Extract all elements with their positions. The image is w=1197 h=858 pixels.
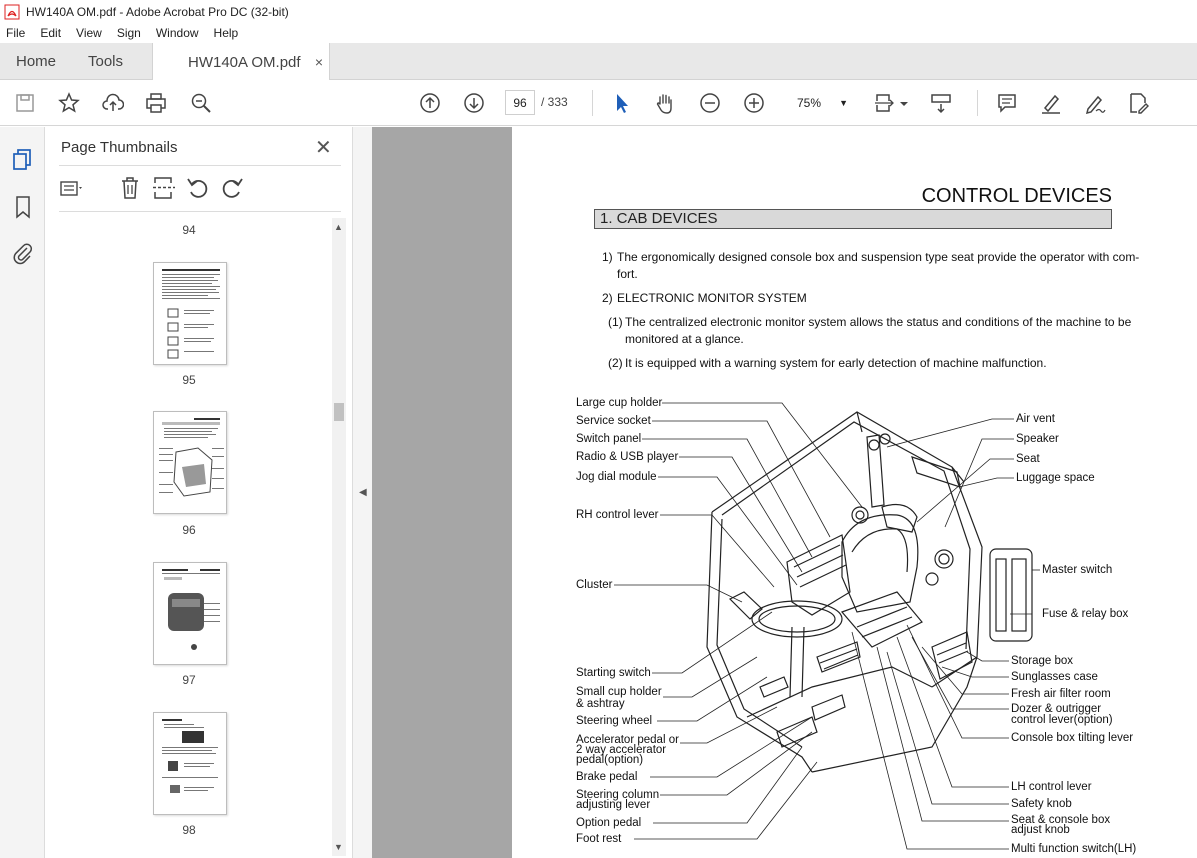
paragraph-text: The centralized electronic monitor system allows the status and conditions of the machine to be xyxy=(625,315,1132,329)
paragraph-text: monitored at a glance. xyxy=(625,332,744,346)
pdf-page xyxy=(512,127,1197,858)
callout-speaker: Speaker xyxy=(1016,433,1059,445)
fit-page-icon[interactable] xyxy=(872,90,898,116)
zoom-level-value: 75% xyxy=(797,95,822,110)
tab-document-label: HW140A OM.pdf xyxy=(188,53,301,71)
callout-small-cup-holder: Small cup holder xyxy=(576,686,662,698)
toolbar xyxy=(0,80,1197,126)
thumbnail-page-95[interactable] xyxy=(153,262,227,365)
divider xyxy=(59,211,341,212)
chevron-down-icon: ▼ xyxy=(839,97,848,108)
callout-sunglasses-case: Sunglasses case xyxy=(1011,671,1098,683)
acrobat-app-icon xyxy=(4,4,20,20)
callout-dozer-outrigger-line2: control lever(option) xyxy=(1011,714,1113,726)
callout-service-socket: Service socket xyxy=(576,415,651,427)
left-navigation-rail xyxy=(0,127,45,858)
paragraph-text: fort. xyxy=(617,267,638,281)
callout-jog-dial-module: Jog dial module xyxy=(576,471,657,483)
panel-splitter[interactable] xyxy=(352,127,372,858)
rotate-counterclockwise-icon[interactable] xyxy=(185,175,211,201)
page-total: / 333 xyxy=(541,95,568,109)
save-icon[interactable] xyxy=(12,90,38,116)
cab-devices-diagram xyxy=(512,387,1197,858)
thumbnail-selection-highlight xyxy=(59,219,145,335)
item-number: (2) xyxy=(608,356,623,370)
subheading-text: ELECTRONIC MONITOR SYSTEM xyxy=(617,291,807,305)
callout-steering-wheel: Steering wheel xyxy=(576,715,653,727)
callout-lh-control-lever: LH control lever xyxy=(1011,781,1092,793)
thumbnail-label: 94 xyxy=(182,223,196,237)
scrollbar-thumb[interactable] xyxy=(334,403,344,421)
tab-home[interactable]: Home xyxy=(16,53,57,70)
options-menu-icon[interactable] xyxy=(59,175,85,201)
collapse-panel-icon[interactable]: ◀ xyxy=(359,487,367,498)
callout-console-box-tilting-lever: Console box tilting lever xyxy=(1011,732,1134,744)
menu-file[interactable]: File xyxy=(6,26,26,40)
select-cursor-icon[interactable] xyxy=(609,90,635,116)
callout-radio-usb-player: Radio & USB player xyxy=(576,451,679,463)
callout-option-pedal: Option pedal xyxy=(576,817,642,829)
window-title: HW140A OM.pdf - Adobe Acrobat Pro DC (32-bit) xyxy=(26,4,289,19)
edit-pdf-icon[interactable] xyxy=(1125,90,1151,116)
attachment-icon[interactable] xyxy=(11,241,35,265)
callout-storage-box: Storage box xyxy=(1011,655,1074,667)
item-number: (1) xyxy=(608,315,623,329)
zoom-search-icon[interactable] xyxy=(188,90,214,116)
sign-pen-icon[interactable] xyxy=(1082,90,1108,116)
tab-close-icon[interactable]: × xyxy=(314,54,323,70)
toolbar-divider xyxy=(977,90,978,116)
callout-seat: Seat xyxy=(1016,453,1040,465)
menu-sign[interactable]: Sign xyxy=(116,26,141,40)
print-icon[interactable] xyxy=(143,90,169,116)
callout-accelerator-pedal: Accelerator pedal or xyxy=(576,734,679,746)
thumbnail-list xyxy=(59,219,331,854)
title-bar xyxy=(0,0,1197,23)
divider xyxy=(59,165,341,166)
thumbnail-label: 97 xyxy=(182,673,196,687)
callout-switch-panel: Switch panel xyxy=(576,433,642,445)
callout-fresh-air-filter-room: Fresh air filter room xyxy=(1011,688,1111,700)
zoom-in-icon[interactable] xyxy=(741,90,767,116)
tab-tools[interactable]: Tools xyxy=(88,53,124,70)
tab-bar xyxy=(0,43,1197,80)
callout-seat-console-box: Seat & console box xyxy=(1011,814,1111,826)
thumbnail-page-98[interactable] xyxy=(153,712,227,815)
thumbnail-scrollbar[interactable] xyxy=(332,218,346,856)
toolbar-divider xyxy=(592,90,593,116)
thumbnail-page-97[interactable] xyxy=(153,562,227,665)
page-thumbnails-panel xyxy=(45,127,352,858)
paragraph-text: The ergonomically designed console box and suspension type seat provide the operator with com- xyxy=(617,250,1140,264)
scroll-up-icon[interactable]: ▲ xyxy=(334,222,343,232)
menu-help[interactable]: Help xyxy=(213,26,239,40)
thumbnail-label: 98 xyxy=(182,823,196,837)
scroll-mode-icon[interactable] xyxy=(928,90,954,116)
callout-cluster: Cluster xyxy=(576,579,613,591)
item-number: 2) xyxy=(602,291,613,305)
callout-dozer-outrigger: Dozer & outrigger xyxy=(1011,703,1102,715)
callout-luggage-space: Luggage space xyxy=(1016,472,1095,484)
menu-window[interactable]: Window xyxy=(155,26,199,40)
upload-cloud-icon[interactable] xyxy=(100,90,126,116)
callout-ashtray: & ashtray xyxy=(576,698,625,710)
page-thumbnails-icon[interactable] xyxy=(11,147,35,171)
zoom-out-icon[interactable] xyxy=(697,90,723,116)
callout-accelerator-pedal-line2: 2 way accelerator xyxy=(576,744,667,756)
thumbnail-label: 96 xyxy=(182,523,196,537)
thumbnail-label: 95 xyxy=(182,373,196,387)
fit-dropdown-chevron-icon[interactable] xyxy=(898,90,910,116)
callout-large-cup-holder: Large cup holder xyxy=(576,397,663,409)
comment-icon[interactable] xyxy=(994,90,1020,116)
menu-edit[interactable]: Edit xyxy=(40,26,62,40)
callout-safety-knob: Safety knob xyxy=(1011,798,1072,810)
callout-master-switch: Master switch xyxy=(1042,564,1113,576)
document-viewport[interactable] xyxy=(372,127,1197,858)
callout-seat-console-box-line2: adjust knob xyxy=(1011,824,1070,836)
close-icon[interactable]: ✕ xyxy=(315,137,332,159)
callout-steering-column-line2: adjusting lever xyxy=(576,799,651,811)
section-heading: 1. CAB DEVICES xyxy=(594,209,1112,229)
bookmark-icon[interactable] xyxy=(11,195,35,219)
menu-view[interactable]: View xyxy=(76,26,102,40)
tab-document[interactable] xyxy=(152,43,330,81)
callout-rh-control-lever: RH control lever xyxy=(576,509,659,521)
paragraph-text: It is equipped with a warning system for early detection of machine malfunction. xyxy=(625,356,1047,370)
zoom-level-select[interactable] xyxy=(782,90,856,115)
callout-starting-switch: Starting switch xyxy=(576,667,651,679)
star-icon[interactable] xyxy=(56,90,82,116)
scroll-down-icon[interactable]: ▼ xyxy=(334,842,343,852)
highlight-pen-icon[interactable] xyxy=(1038,90,1064,116)
menu-bar xyxy=(0,23,1197,43)
callout-steering-column: Steering column xyxy=(576,789,660,801)
extract-pages-icon[interactable] xyxy=(151,175,177,201)
rotate-clockwise-icon[interactable] xyxy=(219,175,245,201)
page-number-input[interactable]: 96 xyxy=(505,90,535,115)
callout-fuse-relay-box: Fuse & relay box xyxy=(1042,608,1129,620)
thumbnail-page-96[interactable] xyxy=(153,411,227,514)
item-number: 1) xyxy=(602,250,613,264)
callout-accelerator-pedal-line3: pedal(option) xyxy=(576,754,644,766)
callout-air-vent: Air vent xyxy=(1016,413,1055,425)
callout-foot-rest: Foot rest xyxy=(576,833,622,845)
callout-brake-pedal: Brake pedal xyxy=(576,771,638,783)
trash-icon[interactable] xyxy=(117,175,143,201)
page-heading: CONTROL DEVICES xyxy=(921,185,1112,207)
next-page-icon[interactable] xyxy=(461,90,487,116)
hand-tool-icon[interactable] xyxy=(652,90,678,116)
callout-multi-function-switch: Multi function switch(LH) xyxy=(1011,843,1137,855)
panel-title: Page Thumbnails xyxy=(61,139,178,156)
previous-page-icon[interactable] xyxy=(417,90,443,116)
